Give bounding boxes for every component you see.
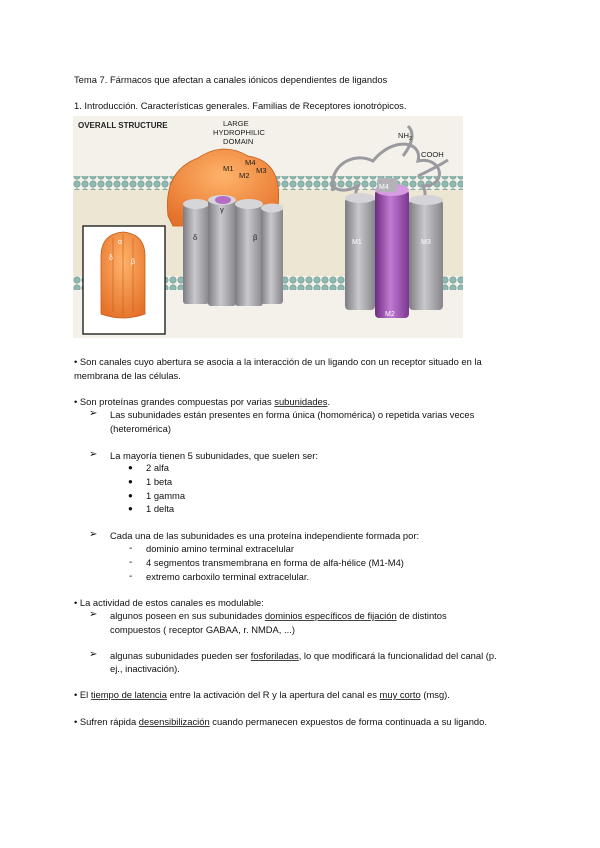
- p1-line2: membrana de las células.: [74, 370, 181, 381]
- fosforiladas-link: fosforiladas: [250, 650, 299, 661]
- inset-overview: [83, 226, 165, 334]
- p3-line: • La actividad de estos canales es modulable:: [74, 597, 264, 608]
- arrow-bullet-icon: ➢: [89, 649, 98, 660]
- desensibilizacion-link: desensibilización: [138, 716, 210, 727]
- dash-bullet: -: [129, 543, 133, 554]
- dot-item-3: 1 gamma: [146, 490, 186, 501]
- s2-line: La mayoría tienen 5 subunidades, que suelen ser:: [110, 450, 318, 461]
- domain-label: DOMAIN: [223, 137, 254, 146]
- dot-bullet-icon: ●: [128, 477, 133, 486]
- m3-top-label: M3: [256, 166, 267, 175]
- overall-structure-label: OVERALL STRUCTURE: [78, 121, 168, 130]
- dot-bullet-icon: ●: [128, 463, 133, 472]
- large-label: LARGE: [223, 119, 249, 128]
- p4-line: • El tiempo de latencia entre la activación del R y la apertura del canal es muy corto (msg).: [74, 689, 450, 700]
- m1-top-label: M1: [223, 164, 234, 173]
- arrow-bullet-icon: ➢: [89, 449, 98, 460]
- arrow-bullet-icon: ➢: [89, 609, 98, 620]
- subunidades-link: subunidades: [274, 396, 328, 407]
- dash-bullet: -: [129, 571, 133, 582]
- p3-b-line1: algunas subunidades pueden ser fosforiladas, lo que modificará la funcionalidad del canal (p.: [110, 650, 497, 661]
- s1-line2: (heteromérica): [110, 423, 171, 434]
- dot-item-1: 2 alfa: [146, 462, 169, 473]
- s1-line1: Las subunidades están presentes en forma única (homomérica) o repetida varias veces: [110, 409, 475, 420]
- transmembrane-segments: [345, 178, 443, 318]
- arrow-bullet-icon: ➢: [89, 408, 98, 419]
- m4-top-label: M4: [245, 158, 256, 167]
- inset-beta-label: β: [131, 259, 136, 266]
- dot-item-2: 1 beta: [146, 476, 173, 487]
- cooh-label: COOH: [421, 150, 444, 159]
- muy-corto-link: muy corto: [379, 689, 421, 700]
- p3-b-line2: ej., inactivación).: [110, 663, 180, 674]
- nh2-label: $NH_2$: [398, 131, 413, 142]
- m2-label: M2: [385, 311, 395, 318]
- dash-bullet: -: [129, 557, 133, 568]
- m3-label: M3: [421, 239, 431, 246]
- dot-bullet-icon: ●: [128, 504, 133, 513]
- channel-subunits: [183, 195, 283, 306]
- s3-line: Cada una de las subunidades es una proteína independiente formada por:: [110, 530, 420, 541]
- latencia-link: tiempo de latencia: [90, 689, 167, 700]
- dash-item-2: 4 segmentos transmembrana en forma de alfa-hélice (M1-M4): [146, 557, 404, 568]
- dot-bullet-icon: ●: [128, 491, 133, 500]
- dominios-link: dominios específicos de fijación: [264, 610, 397, 621]
- m4-label: M4: [379, 184, 389, 191]
- dot-item-4: 1 delta: [146, 503, 175, 514]
- m1-label: M1: [352, 239, 362, 246]
- p5-line: • Sufren rápida desensibilización cuando permanecen expuestos de forma continuada a su ligando.: [74, 716, 487, 727]
- beta-label: β: [253, 233, 258, 242]
- p1-line1: • Son canales cuyo abertura se asocia a la interacción de un ligando con un receptor situado en la: [74, 356, 482, 367]
- p3-a-line1: algunos poseen en sus subunidades dominios específicos de fijación de distintos: [110, 610, 447, 621]
- p2-line: • Son proteínas grandes compuestas por varias subunidades.: [74, 396, 331, 407]
- dash-item-3: extremo carboxilo terminal extracelular.: [146, 571, 310, 582]
- p3-a-line2: compuestos ( receptor GABAA, r. NMDA, ...): [110, 624, 295, 635]
- dash-item-1: dominio amino terminal extracelular: [146, 543, 294, 554]
- inset-alpha-label: α: [118, 239, 123, 246]
- inset-delta-label: δ: [109, 255, 113, 262]
- section-heading: 1. Introducción. Características generales. Familias de Receptores ionotrópicos.: [74, 100, 407, 111]
- receptor-structure-figure: [73, 116, 463, 338]
- document-title: Tema 7. Fármacos que afectan a canales iónicos dependientes de ligandos: [74, 74, 388, 85]
- hydrophilic-label: HYDROPHILIC: [213, 128, 265, 137]
- delta-label: δ: [193, 233, 198, 242]
- m2-top-label: M2: [239, 171, 250, 180]
- gamma-label: γ: [220, 205, 224, 214]
- arrow-bullet-icon: ➢: [89, 529, 98, 540]
